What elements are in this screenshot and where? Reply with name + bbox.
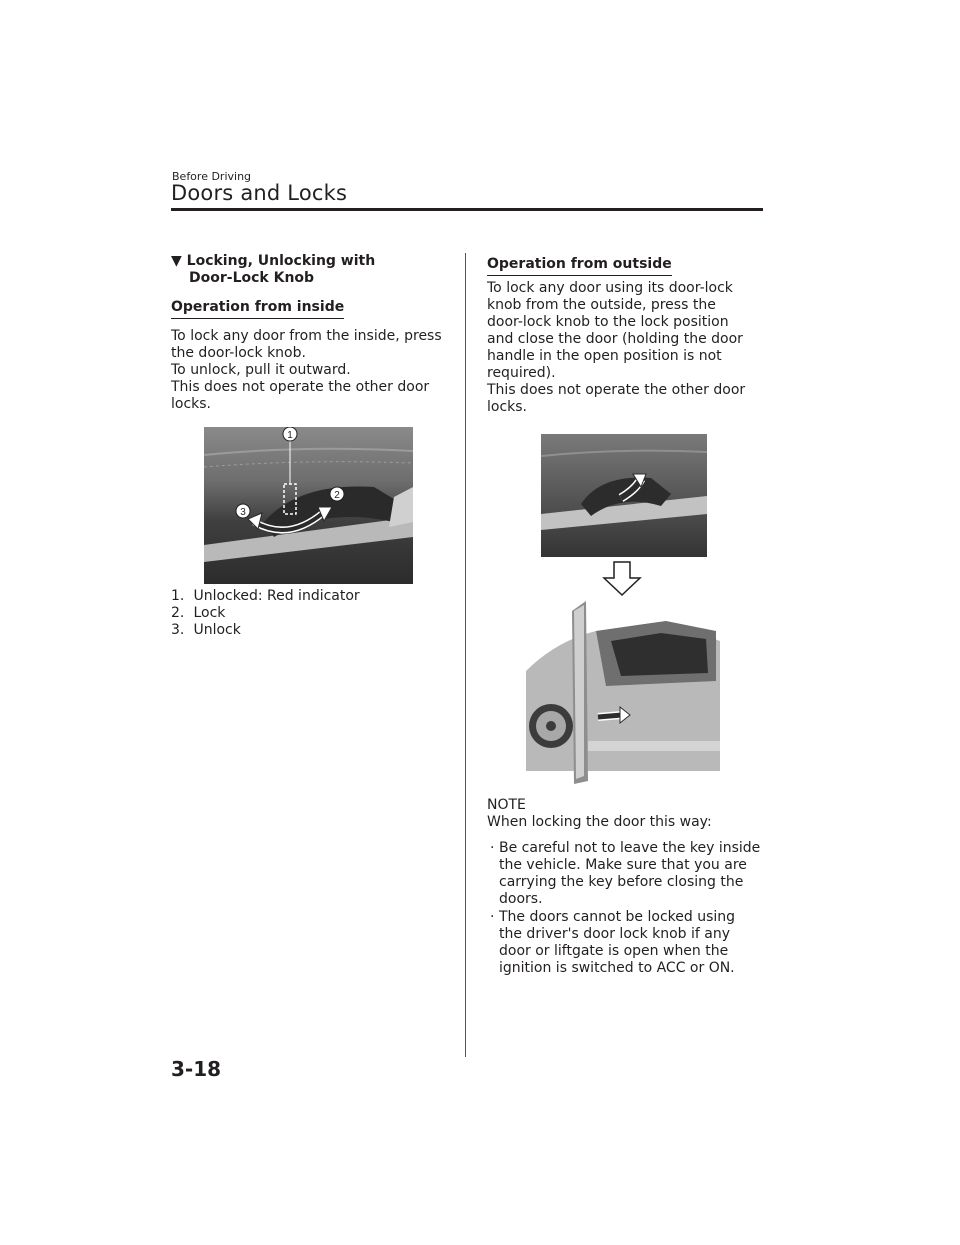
callout-3-label: 3: [240, 507, 246, 518]
list-item-number: 3.: [171, 622, 185, 638]
bullet-line: The doors cannot be locked using: [499, 909, 736, 925]
section-heading-line-1: Locking, Unlocking with: [186, 253, 376, 269]
section-label: Before Driving: [172, 170, 252, 183]
bullet-line: the vehicle. Make sure that you are: [499, 857, 747, 873]
list-item: [171, 588, 360, 605]
list-item-text: Unlocked: Red indicator: [193, 588, 360, 604]
paragraph-line: To lock any door from the inside, press: [171, 328, 442, 344]
bullet-line: doors.: [499, 891, 543, 907]
outside-operation-subheading: Operation from outside: [487, 256, 672, 276]
bullet-line: ignition is switched to ACC or ON.: [499, 960, 735, 976]
chapter-title: Doors and Locks: [171, 181, 348, 205]
door-handle-outside-photo: [541, 434, 707, 557]
door-lock-knob-illustration: [204, 427, 413, 584]
section-heading: [171, 253, 375, 287]
list-item-number: 1.: [171, 588, 185, 604]
note-label: NOTE: [487, 797, 526, 813]
note-intro: When locking the door this way:: [487, 814, 712, 830]
bullet-line: Be careful not to leave the key inside: [499, 840, 761, 856]
bullet-line: carrying the key before closing the: [499, 874, 744, 890]
paragraph-line: handle in the open position is not: [487, 348, 722, 364]
outside-operation-paragraph: [487, 280, 745, 416]
triangle-marker-icon: ▼: [171, 253, 182, 269]
note-bullet-item: [490, 909, 736, 977]
inside-operation-paragraph: [171, 328, 442, 413]
bullet-dot-icon: ·: [490, 840, 495, 856]
door-lock-knob-inside-photo: [204, 427, 413, 584]
paragraph-line: required).: [487, 365, 556, 381]
bullet-line: door or liftgate is open when the: [499, 943, 729, 959]
car-door-open-photo: [526, 601, 720, 784]
bullet-line: the driver's door lock knob if any: [499, 926, 731, 942]
callout-2-label: 2: [334, 490, 340, 501]
car-door-illustration: [526, 601, 720, 784]
down-arrow-icon: [602, 561, 642, 597]
note-bullet-item: [490, 840, 761, 908]
paragraph-line: To unlock, pull it outward.: [171, 362, 351, 378]
section-heading-line-2: Door-Lock Knob: [189, 270, 315, 286]
paragraph-line: and close the door (holding the door: [487, 331, 743, 347]
paragraph-line: locks.: [171, 396, 212, 412]
paragraph-line: door-lock knob to the lock position: [487, 314, 729, 330]
column-divider: [465, 253, 466, 1057]
callout-list: [171, 588, 360, 639]
bullet-dot-icon: ·: [490, 909, 495, 925]
list-item: [171, 605, 360, 622]
callout-1-label: 1: [287, 430, 293, 441]
page-number: 3-18: [171, 1057, 222, 1081]
list-item: [171, 622, 360, 639]
header-rule: [171, 208, 763, 211]
door-handle-illustration: [541, 434, 707, 557]
paragraph-line: locks.: [487, 399, 528, 415]
list-item-text: Lock: [193, 605, 226, 621]
paragraph-line: knob from the outside, press the: [487, 297, 716, 313]
list-item-text: Unlock: [193, 622, 241, 638]
list-item-number: 2.: [171, 605, 185, 621]
inside-operation-subheading: Operation from inside: [171, 299, 344, 319]
paragraph-line: To lock any door using its door-lock: [487, 280, 733, 296]
paragraph-line: the door-lock knob.: [171, 345, 306, 361]
paragraph-line: This does not operate the other door: [487, 382, 746, 398]
paragraph-line: This does not operate the other door: [171, 379, 430, 395]
